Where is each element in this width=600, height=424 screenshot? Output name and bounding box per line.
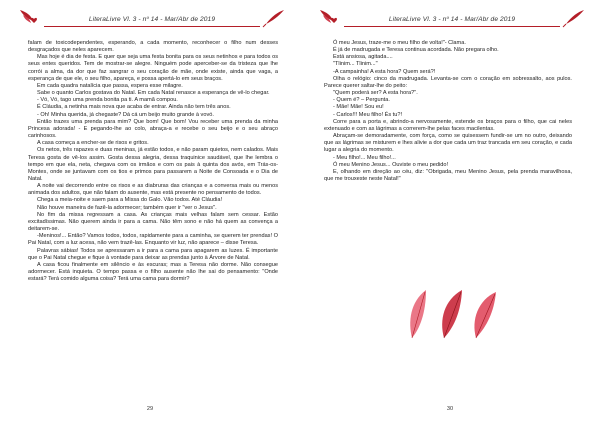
paragraph: Chega a meia-noite e saem para a Missa do Galo. Vão todos. Até Cláudia! <box>37 197 223 204</box>
paragraph: Então trazes uma prenda para mim? Que bom! Que bom! Vou receber uma prenda da minha Princesa adorada! - E pegando-lhe ao colo, abraça-a e recebe o seu beijo e o seu abraço carinhosos. <box>28 118 278 140</box>
paragraph: A casa começa a encher-se de risos e gritos. <box>37 140 149 147</box>
paragraph: -Meninos!... Então? Vamos todos, todos, rapidamente para a caminha, se querem ter prendas! O Pai Natal, com a luz acesa, não vem trazê-las. Enquanto vir luz, não aparece – disse Teresa. <box>28 233 278 247</box>
paragraph: A noite vai decorrendo entre os risos e as diabruras das crianças e a conversa mais ou menos animada dos adultos, que não falam do ausente, mas está presente no pensamento de todos. <box>28 183 278 197</box>
paragraph: - Quem é? – Pergunta. <box>333 97 390 104</box>
paragraph: Em cada quadra natalícia que passa, espera esse milagre. <box>37 82 183 89</box>
header-rule <box>344 26 560 27</box>
paragraph: Ó meu Jesus, traze-me o meu filho de volta!"- Clama. <box>333 40 466 46</box>
page-header <box>318 8 586 28</box>
paragraph: - Mãe! Mãe! Sou eu! <box>333 104 384 111</box>
feathers-decoration <box>392 288 512 340</box>
paragraph: Palavras sábias! Todos se apressaram a ir para a cama para apagarem as luzes. É importante que o Pai Natal chegue e fique à vontade para deixar as prendas junto à Árvore de Natal. <box>28 247 278 261</box>
paragraph: - Oh! Minha querida, já chegaste? Dá cá um beijo muito grande à vovó. <box>37 111 214 118</box>
page-number: 30 <box>446 406 454 412</box>
journal-title: LiteraLivre Vl. 3 - nº 14 - Mar/Abr de 2019 <box>388 16 516 23</box>
paragraph: - Vó, Vó, tago uma prenda bonita pa ti. A mamã compou. <box>37 97 178 104</box>
paragraph: Sabe o quanto Carlos gostava do Natal. Em cada Natal renasce a esperança de vê-lo chegar. <box>37 90 270 97</box>
header-rule <box>44 26 260 27</box>
paragraph: A casa ficou finalmente em silêncio e às escuras; mas a Teresa não dorme. Não consegue adormecer. Está inquieta. O tempo passa e o filho ausente não lhe sai do pensamento: "Onde estará? Terá comido alguma coisa? Terá uma cama para dormir? <box>28 261 278 283</box>
paragraph: Os netos, três rapazes e duas meninas, já estão todos, e não param quietos, nem calados. Mais Teresa gosta de vê-los assim. Gosta dessa alegria, dessa traquinice saudável, que lhe lembra o tempo em que ela, neta, chegava com os irmãos e com os pais à quinta dos avós, em Trás-os-Montes, onde se juntavam com os tios e primos para passarem a Noite de Consoada e o Dia de Natal. <box>28 147 278 182</box>
paragraph: Ó meu Menino Jesus... Ouviste o meu pedido! <box>333 161 449 168</box>
page-number: 29 <box>146 406 154 412</box>
paragraph: Mas hoje é dia de festa. E quer que seja uma festa bonita para os seus netinhos e para todos os seus entes queridos. Tem de mostrar-se alegre. Ninguém pode aperceber-se da tristeza que lhe corrói a alma, da dor que faz sangrar o seu coração de mãe, onde existe, ainda que vaga, a esperança de que ele, o seu filho, apareça, e possa apertá-lo em seus braços. <box>28 54 278 82</box>
feather-icon <box>442 290 462 338</box>
quill-icon <box>260 8 286 28</box>
left-page-text <box>28 40 278 283</box>
paragraph: E, olhando em direção ao céu, diz: "Obrigada, meu Menino Jesus, pela prenda maravilhosa, que me trouxeste neste Natal!" <box>324 168 572 182</box>
paragraph: Está ansiosa, agitada.... <box>333 54 393 61</box>
paragraph: É já de madrugada e Teresa continua acordada. Não pregara olho. <box>333 47 499 54</box>
paragraph: - Meu filho!... Meu filho!... <box>333 154 396 161</box>
feather-icon <box>474 292 496 338</box>
paragraph: falam de toxicodependentes, esperando, a cada momento, reconhecer o filho num desses desgraçados que neles aparecem. <box>28 40 278 54</box>
right-page <box>300 0 600 424</box>
quill-icon <box>560 8 586 28</box>
journal-title: LiteraLivre Vl. 3 - nº 14 - Mar/Abr de 2019 <box>88 16 216 23</box>
feather-icon <box>410 290 426 338</box>
page-header <box>18 8 286 28</box>
paragraph: É Cláudia, a netinha mais nova que acaba de entrar. Ainda não tem três anos. <box>37 104 231 111</box>
paragraph: Corre para a porta e, abrindo-a nervosamente, estende os braços para o filho, que cai neles extenuado e com as lágrimas a correrem-lhe pelas faces macilentas. <box>324 118 572 132</box>
paragraph: "Tlinim... Tlinim..." <box>333 61 378 68</box>
paragraph: -A campainha! A esta hora? Quem será?! <box>333 68 436 75</box>
paragraph: - Carlos!!! Meu filho! És tu?! <box>333 111 403 118</box>
paragraph: "Quem poderá ser? A esta hora?". <box>333 90 418 97</box>
paragraph: Olha o relógio: cinco da madrugada. Levanta-se com o coração em sobressalto, aos pulos. Parece querer saltar-lhe do peito: <box>324 75 572 89</box>
paragraph: No fim da missa regressam a casa. As crianças mais velhas falam sem cessar. Estão excitadíssimas. Não querem ainda ir para a cama. Não têm sono e não há quem as convença a deitarem-se. <box>28 211 278 233</box>
paragraph: Não houve maneira de fazê-la adormecer; também quer ir "ver o Jesus". <box>37 204 217 211</box>
paragraph: Abraçam-se demoradamente, com força, como se quisessem fundir-se um no outro, deixando que as lágrimas se misturem e lhes alivie a dor que cada um traz trancada em seu coração, e cada lugar a alegria do momento. <box>324 133 572 154</box>
right-page-text <box>324 40 572 183</box>
